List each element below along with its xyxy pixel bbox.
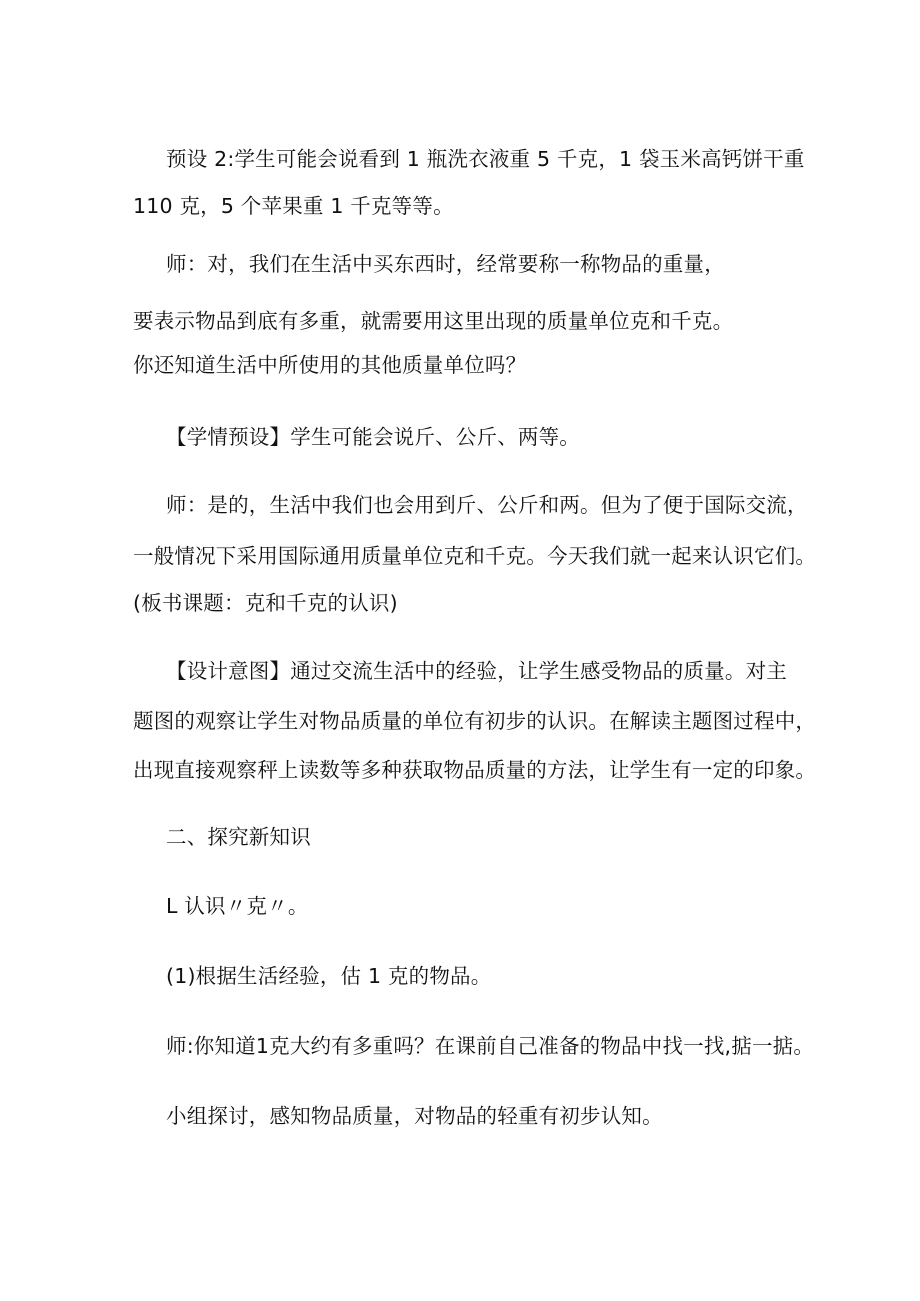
paragraph-teacher-line-3: 你还知道生活中所使用的其他质量单位吗？: [133, 353, 527, 377]
paragraph-preset-2-line-1: 预设 2:学生可能会说看到 1 瓶洗衣液重 5 千克，1 袋玉米高钙饼干重: [166, 147, 805, 171]
paragraph-board-title: (板书课题：克和千克的认识): [133, 591, 398, 615]
paragraph-design-intent-line-2: 题图的观察让学生对物品质量的单位有初步的认识。在解读主题图过程中，: [133, 709, 817, 733]
paragraph-design-intent-line-3: 出现直接观察秤上读数等多种获取物品质量的方法，让学生有一定的印象。: [133, 758, 817, 782]
item-heading: (1)根据生活经验，估 1 克的物品。: [166, 964, 492, 988]
paragraph-teacher-answer-line-2: 一般情况下采用国际通用质量单位克和千克。今天我们就一起来认识它们。: [133, 544, 817, 568]
paragraph-teacher-answer-line-1: 师：是的，生活中我们也会用到斤、公斤和两。但为了便于国际交流，: [166, 493, 808, 517]
paragraph-teacher-line-2: 要表示物品到底有多重，就需要用这里出现的质量单位克和千克。: [133, 309, 734, 333]
paragraph-student-preset: 【学情预设】学生可能会说斤、公斤、两等。: [166, 425, 580, 449]
paragraph-teacher-line-1: 师：对，我们在生活中买东西时，经常要称一称物品的重量，: [166, 252, 725, 276]
paragraph-design-intent-line-1: 【设计意图】通过交流生活中的经验，让学生感受物品的质量。对主: [166, 659, 787, 683]
paragraph-teacher-question: 师:你知道1克大约有多重吗？在课前自己准备的物品中找一找,掂一掂。: [166, 1034, 815, 1058]
paragraph-preset-2-line-2: 110 克，5 个苹果重 1 千克等等。: [133, 194, 454, 218]
section-heading: 二、探究新知识: [166, 825, 311, 849]
paragraph-group-discussion: 小组探讨，感知物品质量，对物品的轻重有初步认知。: [166, 1104, 663, 1128]
subsection-heading: L 认识〃克〃。: [166, 894, 309, 918]
